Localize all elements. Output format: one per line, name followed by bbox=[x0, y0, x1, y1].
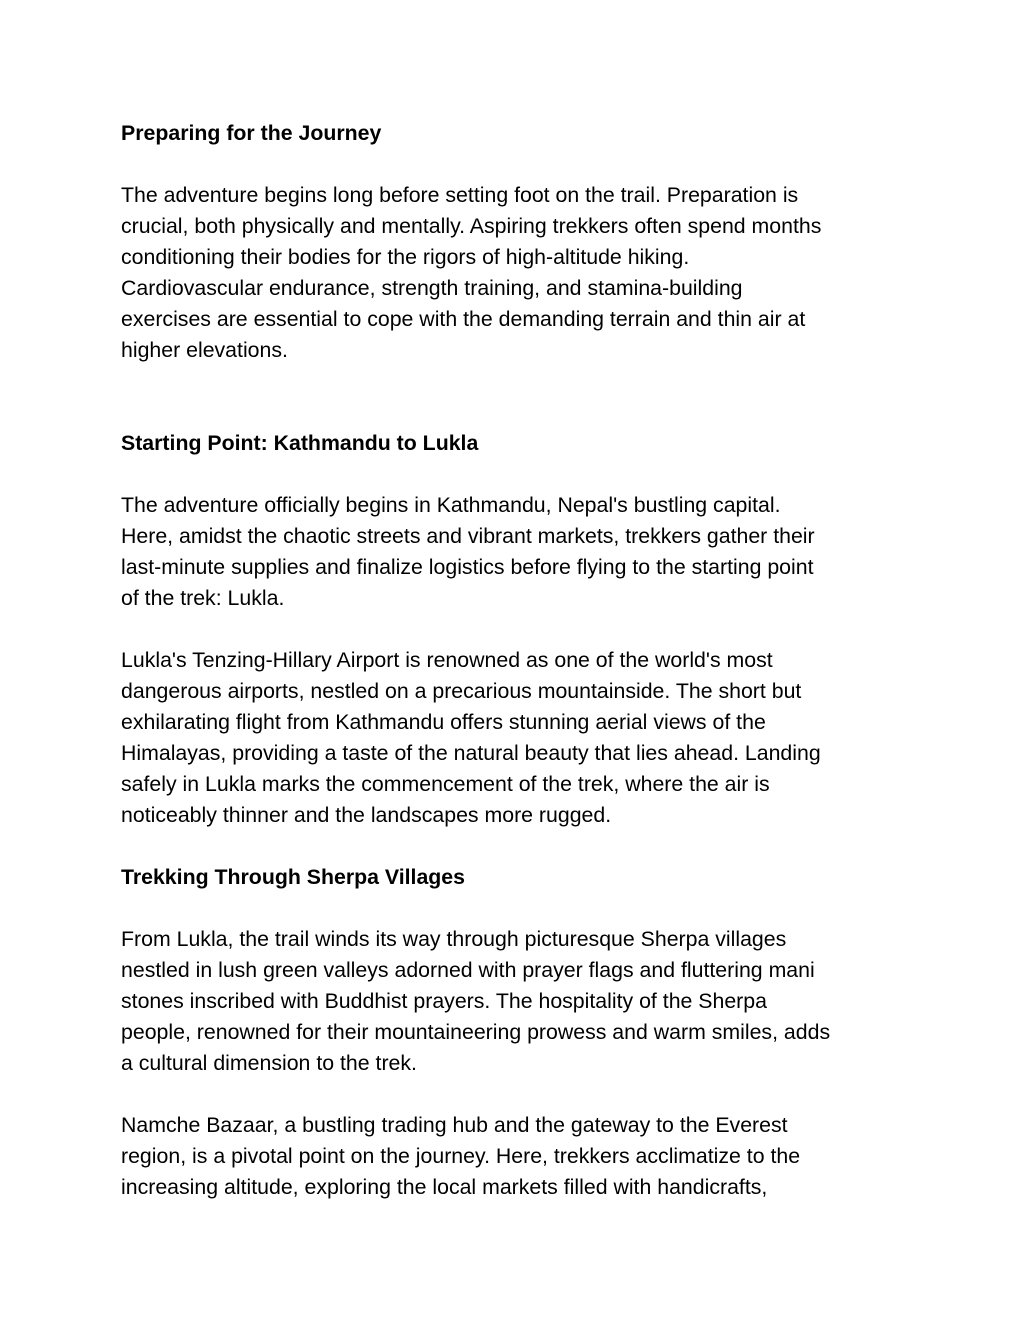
paragraph-line: a cultural dimension to the trek. bbox=[121, 1051, 417, 1075]
document-page bbox=[121, 118, 911, 1203]
paragraph-line: exhilarating flight from Kathmandu offers stunning aerial views of the bbox=[121, 710, 766, 734]
section-heading-preparing bbox=[121, 118, 911, 149]
paragraph-line: Lukla's Tenzing-Hillary Airport is renowned as one of the world's most bbox=[121, 648, 773, 672]
paragraph-line: Cardiovascular endurance, strength training, and stamina-building bbox=[121, 276, 743, 300]
section-heading-starting-point bbox=[121, 428, 911, 459]
paragraph bbox=[121, 924, 911, 1079]
paragraph-line: higher elevations. bbox=[121, 338, 288, 362]
paragraph-line: nestled in lush green valleys adorned with prayer flags and fluttering mani bbox=[121, 958, 815, 982]
paragraph-line: safely in Lukla marks the commencement of the trek, where the air is bbox=[121, 772, 770, 796]
section-heading-sherpa-villages bbox=[121, 862, 911, 893]
paragraph-line: conditioning their bodies for the rigors of high-altitude hiking. bbox=[121, 245, 690, 269]
paragraph-line: stones inscribed with Buddhist prayers. The hospitality of the Sherpa bbox=[121, 989, 767, 1013]
paragraph-line: Namche Bazaar, a bustling trading hub and the gateway to the Everest bbox=[121, 1113, 788, 1137]
paragraph-line: exercises are essential to cope with the demanding terrain and thin air at bbox=[121, 307, 806, 331]
paragraph bbox=[121, 180, 911, 366]
heading-text: Trekking Through Sherpa Villages bbox=[121, 865, 465, 889]
paragraph-line: From Lukla, the trail winds its way through picturesque Sherpa villages bbox=[121, 927, 787, 951]
paragraph-line: Himalayas, providing a taste of the natural beauty that lies ahead. Landing bbox=[121, 741, 821, 765]
paragraph-line: noticeably thinner and the landscapes more rugged. bbox=[121, 803, 612, 827]
heading-text: Preparing for the Journey bbox=[121, 121, 382, 145]
paragraph-line: of the trek: Lukla. bbox=[121, 586, 285, 610]
heading-text: Starting Point: Kathmandu to Lukla bbox=[121, 431, 479, 455]
paragraph bbox=[121, 1110, 911, 1203]
paragraph-line: region, is a pivotal point on the journey. Here, trekkers acclimatize to the bbox=[121, 1144, 801, 1168]
paragraph-line: Here, amidst the chaotic streets and vibrant markets, trekkers gather their bbox=[121, 524, 815, 548]
paragraph-line: last-minute supplies and finalize logistics before flying to the starting point bbox=[121, 555, 814, 579]
paragraph-line: people, renowned for their mountaineering prowess and warm smiles, adds bbox=[121, 1020, 831, 1044]
paragraph bbox=[121, 490, 911, 614]
paragraph-line: increasing altitude, exploring the local markets filled with handicrafts, bbox=[121, 1175, 768, 1199]
paragraph-line: The adventure begins long before setting foot on the trail. Preparation is bbox=[121, 183, 799, 207]
paragraph-line: The adventure officially begins in Kathmandu, Nepal's bustling capital. bbox=[121, 493, 781, 517]
paragraph bbox=[121, 645, 911, 831]
paragraph-line: crucial, both physically and mentally. Aspiring trekkers often spend months bbox=[121, 214, 822, 238]
paragraph-line: dangerous airports, nestled on a precarious mountainside. The short but bbox=[121, 679, 802, 703]
